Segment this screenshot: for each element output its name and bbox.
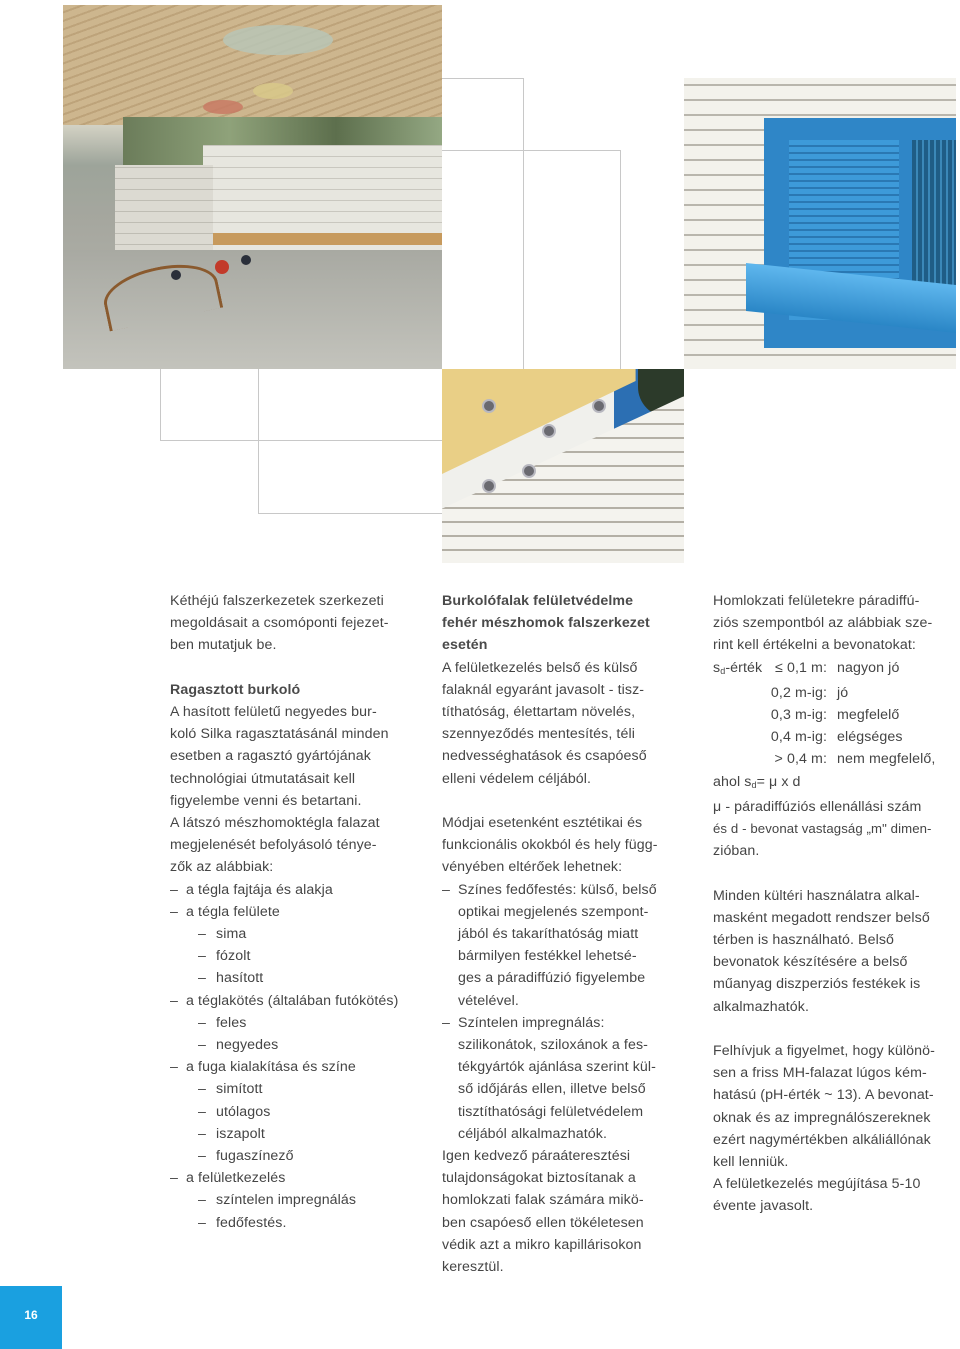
section-heading: Burkolófalak felületvédelme fehér mészhomok falszerkezet esetén (442, 593, 650, 654)
factor-list (170, 879, 422, 1234)
brick-insulation-photo (442, 369, 684, 563)
list-item: – hasított (170, 967, 422, 989)
blue-window-photo (684, 78, 956, 369)
page-number: 16 (24, 1308, 38, 1322)
guide-line (442, 150, 620, 151)
mu-definition: μ - páradiffúziós ellenállási szám (713, 798, 922, 815)
text-column-1 (170, 590, 422, 1234)
list-item: – a téglakötés (általában futókötés) (170, 990, 422, 1012)
sd-value-table: $s_d$-érték ≤ 0,1 m: nagyon jó 0,2 m-ig: jó 0,3 m-ig: megfelelő 0,4 m-ig: elégséges > 0,4 m: nem megfelelő, (713, 659, 936, 768)
paragraph: A látszó mészhomoktégla falazat megjelenését befolyásoló ténye- zők az alábbiak: (170, 815, 380, 876)
list-item: – negyedes (170, 1034, 422, 1056)
paragraph: Felhívjuk a figyelmet, hogy különö- sen a friss MH-falazat lúgos kém- hatású (pH-érték ~ 13). A bevonat- oknak és az impregnálószereknek ezért nagymértékben alkáliállónak kell lenniük. (713, 1043, 935, 1171)
formula: ahol $s_d= \mu$ x d (713, 773, 801, 790)
guide-line (620, 150, 621, 369)
list-item: – fugaszínező (170, 1145, 422, 1167)
paragraph: A felületkezelés belső és külső falaknál egyaránt javasolt - tisz- títhatóság, élettartam növelés, szennyeződés mentesítés, téli nedvességhatások és csapóeső elleni védelem céljából. (442, 659, 647, 787)
list-item: – a fuga kialakítása és színe (170, 1056, 422, 1078)
intro-paragraph: Kéthéjú falszerkezetek szerkezeti megoldásait a csomóponti fejezet- ben mutatjuk be. (170, 593, 389, 654)
paragraph: A felületkezelés megújítása 5-10 évente javasolt. (713, 1176, 921, 1215)
paragraph: Minden kültéri használatra alkal- masként megadott rendszer belső térben is használható. Belső bevonatok készítésére a belső műanyag diszperziós festékek is alkalmazhatók. (713, 887, 930, 1015)
guide-line (258, 369, 259, 514)
d-definition: és d - bevonat vastagság „m" dimen- zióban. (713, 821, 932, 860)
list-item: – színtelen impregnálás (170, 1189, 422, 1211)
list-item: – fedőfestés. (170, 1212, 422, 1234)
list-item: – feles (170, 1012, 422, 1034)
list-item: – simított (170, 1078, 422, 1100)
paragraph: Igen kedvező páraáteresztési tulajdonságokat biztosítanak a homlokzati falak számára mikö- ben csapóeső ellen tökéletesen védik azt a mikro kapillárisokon keresztül. (442, 1148, 644, 1276)
list-item: – a felületkezelés (170, 1167, 422, 1189)
paragraph: Homlokzati felületekre páradiffú- ziós szempontból az alábbiak sze- rint kell értékelni a bevonatokat: (713, 593, 933, 654)
list-item: – sima (170, 923, 422, 945)
list-item: – Színtelen impregnálás: (442, 1012, 694, 1034)
list-item: – a tégla fajtája és alakja (170, 879, 422, 901)
text-column-3 (713, 590, 960, 1218)
interior-hall-photo (63, 5, 442, 369)
list-item: – utólagos (170, 1101, 422, 1123)
list-item: – iszapolt (170, 1123, 422, 1145)
list-item: – Színes fedőfestés: külső, belső (442, 879, 694, 901)
section-heading: Ragasztott burkoló (170, 681, 301, 698)
guide-line (160, 369, 161, 441)
list-item: – a tégla felülete (170, 901, 422, 923)
guide-line (258, 513, 442, 514)
guide-line (523, 78, 524, 369)
list-item: – fózolt (170, 945, 422, 967)
text-column-2 (442, 590, 694, 1278)
method-list: – Színes fedőfestés: külső, belső optikai megjelenés szempont- jából és takaríthatóság miatt bármilyen festékkel lehetsé- ges a páradiffúzió figyelembe vételével. – Színtelen impregnálás: szilikonátok, sziloxánok a fes- tékgyártók ajánlása szerint kül- ső időjárás ellen, illetve belső tisztíthatósági felületvédelem céljából alkalmazhatók. (442, 879, 694, 1145)
guide-line (442, 78, 524, 79)
paragraph: A hasított felületű negyedes bur- koló Silka ragasztatásánál minden esetben a ragasztó gyártójának technológiai útmutatásait kell figyelembe venni és betartani. (170, 704, 389, 809)
guide-line (160, 440, 442, 441)
paragraph: Módjai esetenként esztétikai és funkcionális okokból és hely függ- vényében eltérőek lehetnek: (442, 815, 658, 876)
